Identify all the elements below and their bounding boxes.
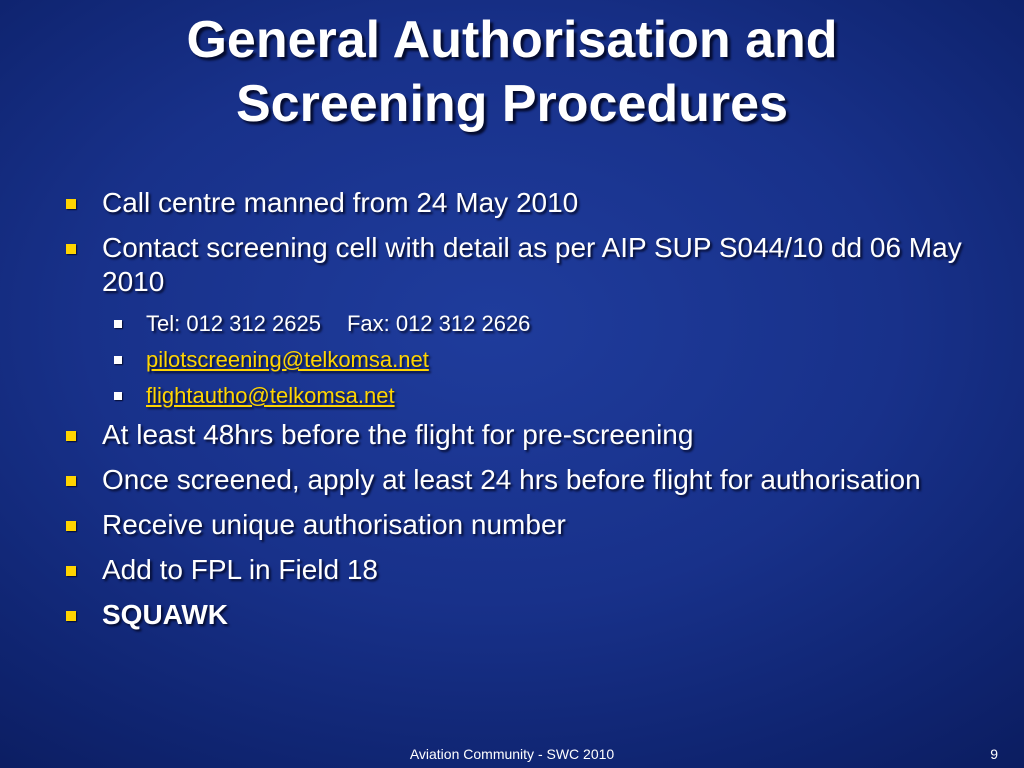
list-item	[62, 186, 1002, 220]
bullet-text: Add to FPL in Field 18	[102, 554, 379, 585]
bullet-text: Receive unique authorisation number	[102, 509, 566, 540]
bullet-text: Contact screening cell with detail as per AIP SUP S044/10 dd 06 May 2010	[102, 232, 962, 297]
list-item	[62, 231, 1002, 299]
footer-text: Aviation Community - SWC 2010	[409, 746, 615, 762]
list-item	[62, 463, 1002, 497]
square-bullet-icon	[114, 320, 122, 328]
square-bullet-icon	[114, 392, 122, 400]
square-bullet-icon	[66, 521, 76, 531]
square-bullet-icon	[66, 476, 76, 486]
slide-footer	[0, 744, 1024, 764]
list-item	[62, 598, 1002, 632]
email-link-flightautho[interactable]: flightautho@telkomsa.net	[146, 383, 395, 408]
bullet-text-squawk: SQUAWK	[102, 599, 228, 630]
square-bullet-icon	[114, 356, 122, 364]
title-line-2: Screening Procedures	[236, 75, 788, 133]
slide-title	[0, 8, 1024, 136]
list-item	[62, 508, 1002, 542]
sub-list-item	[114, 310, 1002, 338]
telephone-number: Tel: 012 312 2625	[146, 311, 321, 336]
square-bullet-icon	[66, 199, 76, 209]
bullet-text: At least 48hrs before the flight for pre-screening	[102, 419, 694, 450]
square-bullet-icon	[66, 244, 76, 254]
slide-number: 9	[990, 746, 998, 762]
sub-list-item	[114, 382, 1002, 410]
title-line-1: General Authorisation and	[186, 11, 838, 69]
bullet-text: Call centre manned from 24 May 2010	[102, 187, 579, 218]
list-item	[62, 553, 1002, 587]
square-bullet-icon	[66, 611, 76, 621]
square-bullet-icon	[66, 431, 76, 441]
fax-number: Fax: 012 312 2626	[346, 311, 531, 336]
sub-list-item	[114, 346, 1002, 374]
bullet-list	[62, 186, 1002, 643]
list-item	[62, 418, 1002, 452]
square-bullet-icon	[66, 566, 76, 576]
bullet-text: Once screened, apply at least 24 hrs before flight for authorisation	[102, 464, 921, 495]
email-link-pilotscreening[interactable]: pilotscreening@telkomsa.net	[146, 347, 429, 372]
